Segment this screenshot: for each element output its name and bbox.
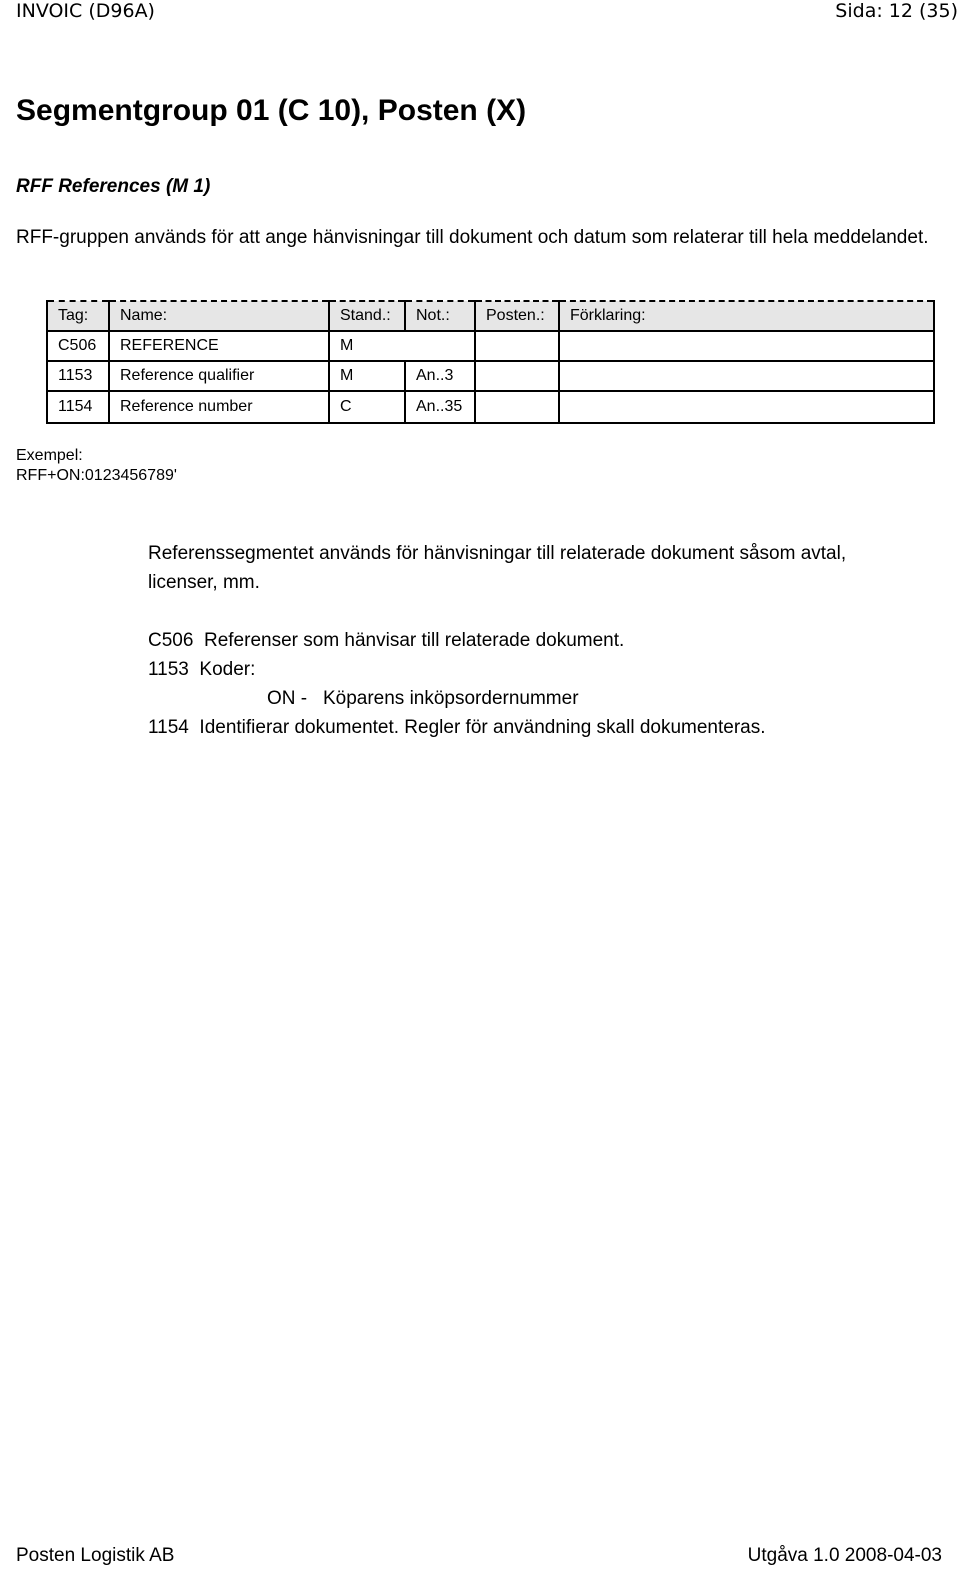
cell-stand: M [329,361,405,391]
cell-forklaring [559,361,934,391]
cell-posten [475,391,559,423]
cell-forklaring [559,331,934,361]
description-line-2: licenser, mm. [148,572,260,593]
header-posten: Posten.: [475,301,559,331]
item-code: C506 [148,630,194,651]
description-line-1: Referenssegmentet används för hänvisningar till relaterade dokument såsom avtal, [148,543,847,564]
item-code: 1154 [148,717,189,738]
header-doc-id: INVOIC (D96A) [16,0,155,22]
code-entry-code: ON - [267,688,308,709]
cell-posten [475,331,559,361]
header-tag: Tag: [47,301,109,331]
header-stand: Stand.: [329,301,405,331]
table-row [47,361,934,391]
list-item [148,717,766,739]
header-forklaring: Förklaring: [559,301,934,331]
item-text: Referenser som hänvisar till relaterade dokument. [203,630,625,651]
table-row [47,391,934,423]
cell-forklaring [559,391,934,423]
list-item [148,659,255,681]
cell-tag: C506 [47,331,109,361]
table-header-row [47,301,934,331]
item-text: Identifierar dokumentet. Regler för användning skall dokumenteras. [199,717,766,738]
cell-name: REFERENCE [109,331,329,361]
cell-posten [475,361,559,391]
cell-stand: C [329,391,405,423]
intro-text: RFF-gruppen används för att ange hänvisningar till dokument och datum som relaterar till hela meddelandet. [16,227,929,248]
segment-subtitle: RFF References (M 1) [16,176,211,197]
cell-stand: M [329,331,405,361]
code-entry [267,688,579,710]
list-item [148,630,624,652]
header-name: Name: [109,301,329,331]
footer-company: Posten Logistik AB [16,1545,175,1566]
cell-not: An..35 [405,391,475,423]
footer-version: Utgåva 1.0 2008-04-03 [747,1545,942,1566]
cell-not: An..3 [405,361,475,391]
example-label: Exempel: [16,447,83,464]
cell-tag: 1153 [47,361,109,391]
cell-tag: 1154 [47,391,109,423]
segment-table [46,300,935,424]
page-title: Segmentgroup 01 (C 10), Posten (X) [16,94,527,127]
header-not: Not.: [405,301,475,331]
cell-not [405,331,475,361]
header-page-number: Sida: 12 (35) [835,0,958,22]
cell-name: Reference qualifier [109,361,329,391]
code-entry-text: Köparens inköpsordernummer [322,688,579,709]
item-text: Koder: [199,659,256,680]
example-value: RFF+ON:0123456789' [16,467,177,484]
cell-name: Reference number [109,391,329,423]
table-row [47,331,934,361]
item-code: 1153 [148,659,189,680]
